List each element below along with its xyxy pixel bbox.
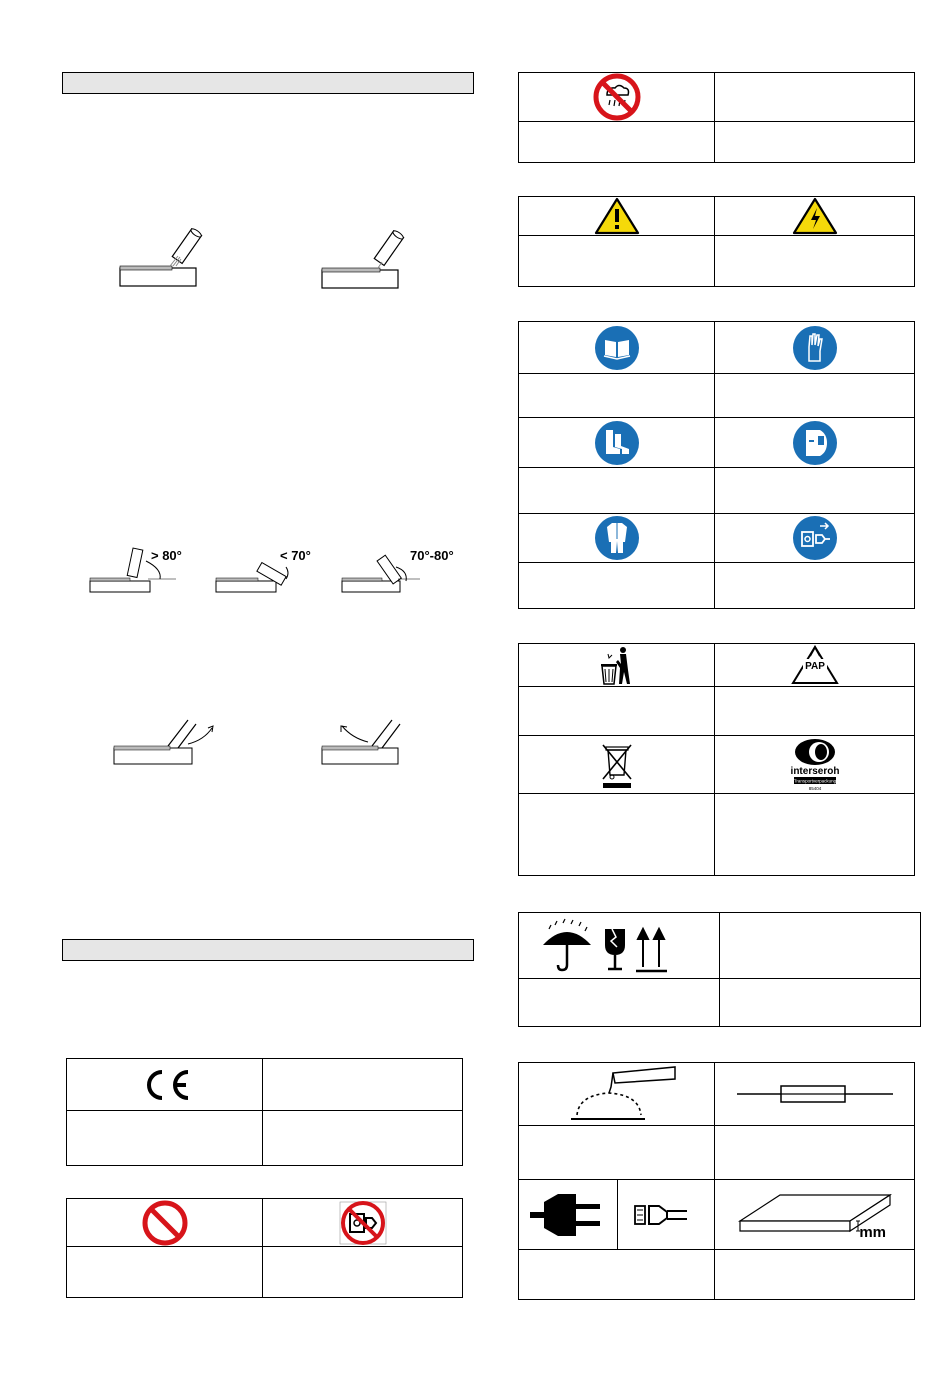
- ce-desc-cell: [263, 1059, 463, 1111]
- plug-text-cell: [519, 1250, 715, 1300]
- arc-cell: [519, 1063, 715, 1126]
- keep-dry-icon: [543, 919, 591, 970]
- litter-bin-icon: [596, 644, 638, 686]
- unplug-icon: [792, 515, 838, 561]
- plug-icon: [528, 1188, 608, 1242]
- angle-label-range: 70°-80°: [410, 548, 454, 563]
- section-header-1: [62, 72, 474, 94]
- interseroh-name: interseroh: [790, 765, 839, 777]
- transport-desc-cell: [720, 913, 921, 979]
- unplug-text-cell: [715, 563, 915, 609]
- interseroh-text-cell: [715, 794, 915, 876]
- torch-straight-illustration: [118, 228, 208, 290]
- transport-table: [518, 912, 921, 1027]
- pap-cell: [715, 644, 915, 687]
- prohibition-text-cell-1: [67, 1247, 263, 1298]
- interseroh-number: 85404: [808, 785, 821, 791]
- mask-cell: [715, 418, 915, 468]
- warning-cell: [519, 197, 715, 236]
- manual-cell: [519, 322, 715, 374]
- fuse-icon: [735, 1079, 895, 1109]
- gloves-text-cell: [715, 374, 915, 418]
- no-smoke-cell: [519, 73, 715, 122]
- ce-symbol-cell: [67, 1059, 263, 1111]
- small-plug-icon: [631, 1198, 701, 1232]
- no-entry-cell: [67, 1199, 263, 1247]
- ce-text-cell-2: [263, 1111, 463, 1166]
- weee-cell: [519, 736, 715, 794]
- section-header-2: [62, 939, 474, 961]
- manual-text-cell: [519, 374, 715, 418]
- no-smoke-desc-cell: [715, 73, 915, 122]
- ce-mark-icon: [138, 1068, 192, 1102]
- transport-symbols-cell: [519, 913, 720, 979]
- bin-cell: [519, 644, 715, 687]
- plate-unit-label: mm: [859, 1224, 886, 1241]
- small-plug-cell: [617, 1180, 715, 1250]
- no-smoke-icon: [593, 73, 641, 121]
- boots-cell: [519, 418, 715, 468]
- warning-triangle-icon: [594, 197, 640, 235]
- prohibition-text-cell-2: [263, 1247, 463, 1298]
- pap-text-cell: [715, 687, 915, 736]
- no-smoke-table: [518, 72, 915, 163]
- this-way-up-icon: [636, 929, 667, 971]
- angle-label-gt80: > 80°: [151, 548, 182, 563]
- weee-crossed-bin-icon: [599, 739, 635, 791]
- angle-label-lt70: < 70°: [280, 548, 311, 563]
- protective-suit-icon: [594, 515, 640, 561]
- warning-text-cell-2: [715, 236, 915, 287]
- gloves-cell: [715, 322, 915, 374]
- interseroh-cell: [715, 736, 915, 794]
- safety-boots-icon: [594, 420, 640, 466]
- electric-cell: [715, 197, 915, 236]
- bin-text-cell: [519, 687, 715, 736]
- technical-table: [518, 1062, 915, 1300]
- pap-recycling-icon: [790, 644, 840, 686]
- interseroh-sub: Transportverpackung: [793, 778, 836, 783]
- torch-angled-illustration: [320, 230, 410, 292]
- overall-cell: [519, 514, 715, 563]
- mandatory-table: [518, 321, 915, 609]
- no-smoke-text-cell-1: [519, 122, 715, 163]
- mask-text-cell: [715, 468, 915, 514]
- interseroh-logo-icon: [785, 738, 845, 792]
- no-smoke-text-cell-2: [715, 122, 915, 163]
- electric-hazard-icon: [792, 197, 838, 235]
- no-plug-icon: [338, 1200, 388, 1246]
- warning-text-cell-1: [519, 236, 715, 287]
- boots-text-cell: [519, 468, 715, 514]
- no-entry-icon: [142, 1200, 188, 1246]
- overall-text-cell: [519, 563, 715, 609]
- unplug-cell: [715, 514, 915, 563]
- prohibition-table: [66, 1198, 463, 1298]
- disposal-table: [518, 643, 915, 876]
- torch-push-illustration: [112, 718, 222, 768]
- transport-text-cell-1: [519, 979, 720, 1027]
- plug-cell: [519, 1180, 618, 1250]
- read-manual-icon: [594, 325, 640, 371]
- gloves-icon: [792, 325, 838, 371]
- fragile-icon: [605, 929, 625, 969]
- transport-symbols: [539, 917, 699, 975]
- torch-pull-illustration: [320, 718, 410, 768]
- fuse-cell: [715, 1063, 915, 1126]
- arc-icon: [557, 1063, 677, 1125]
- arc-text-cell: [519, 1126, 715, 1180]
- no-plug-cell: [263, 1199, 463, 1247]
- welding-mask-icon: [792, 420, 838, 466]
- ce-text-cell-1: [67, 1111, 263, 1166]
- warning-table: [518, 196, 915, 287]
- weee-text-cell: [519, 794, 715, 876]
- transport-text-cell-2: [720, 979, 921, 1027]
- plate-text-cell: [715, 1250, 915, 1300]
- pap-label: PAP: [804, 661, 825, 672]
- ce-table: [66, 1058, 463, 1166]
- plate-cell: [715, 1180, 915, 1250]
- fuse-text-cell: [715, 1126, 915, 1180]
